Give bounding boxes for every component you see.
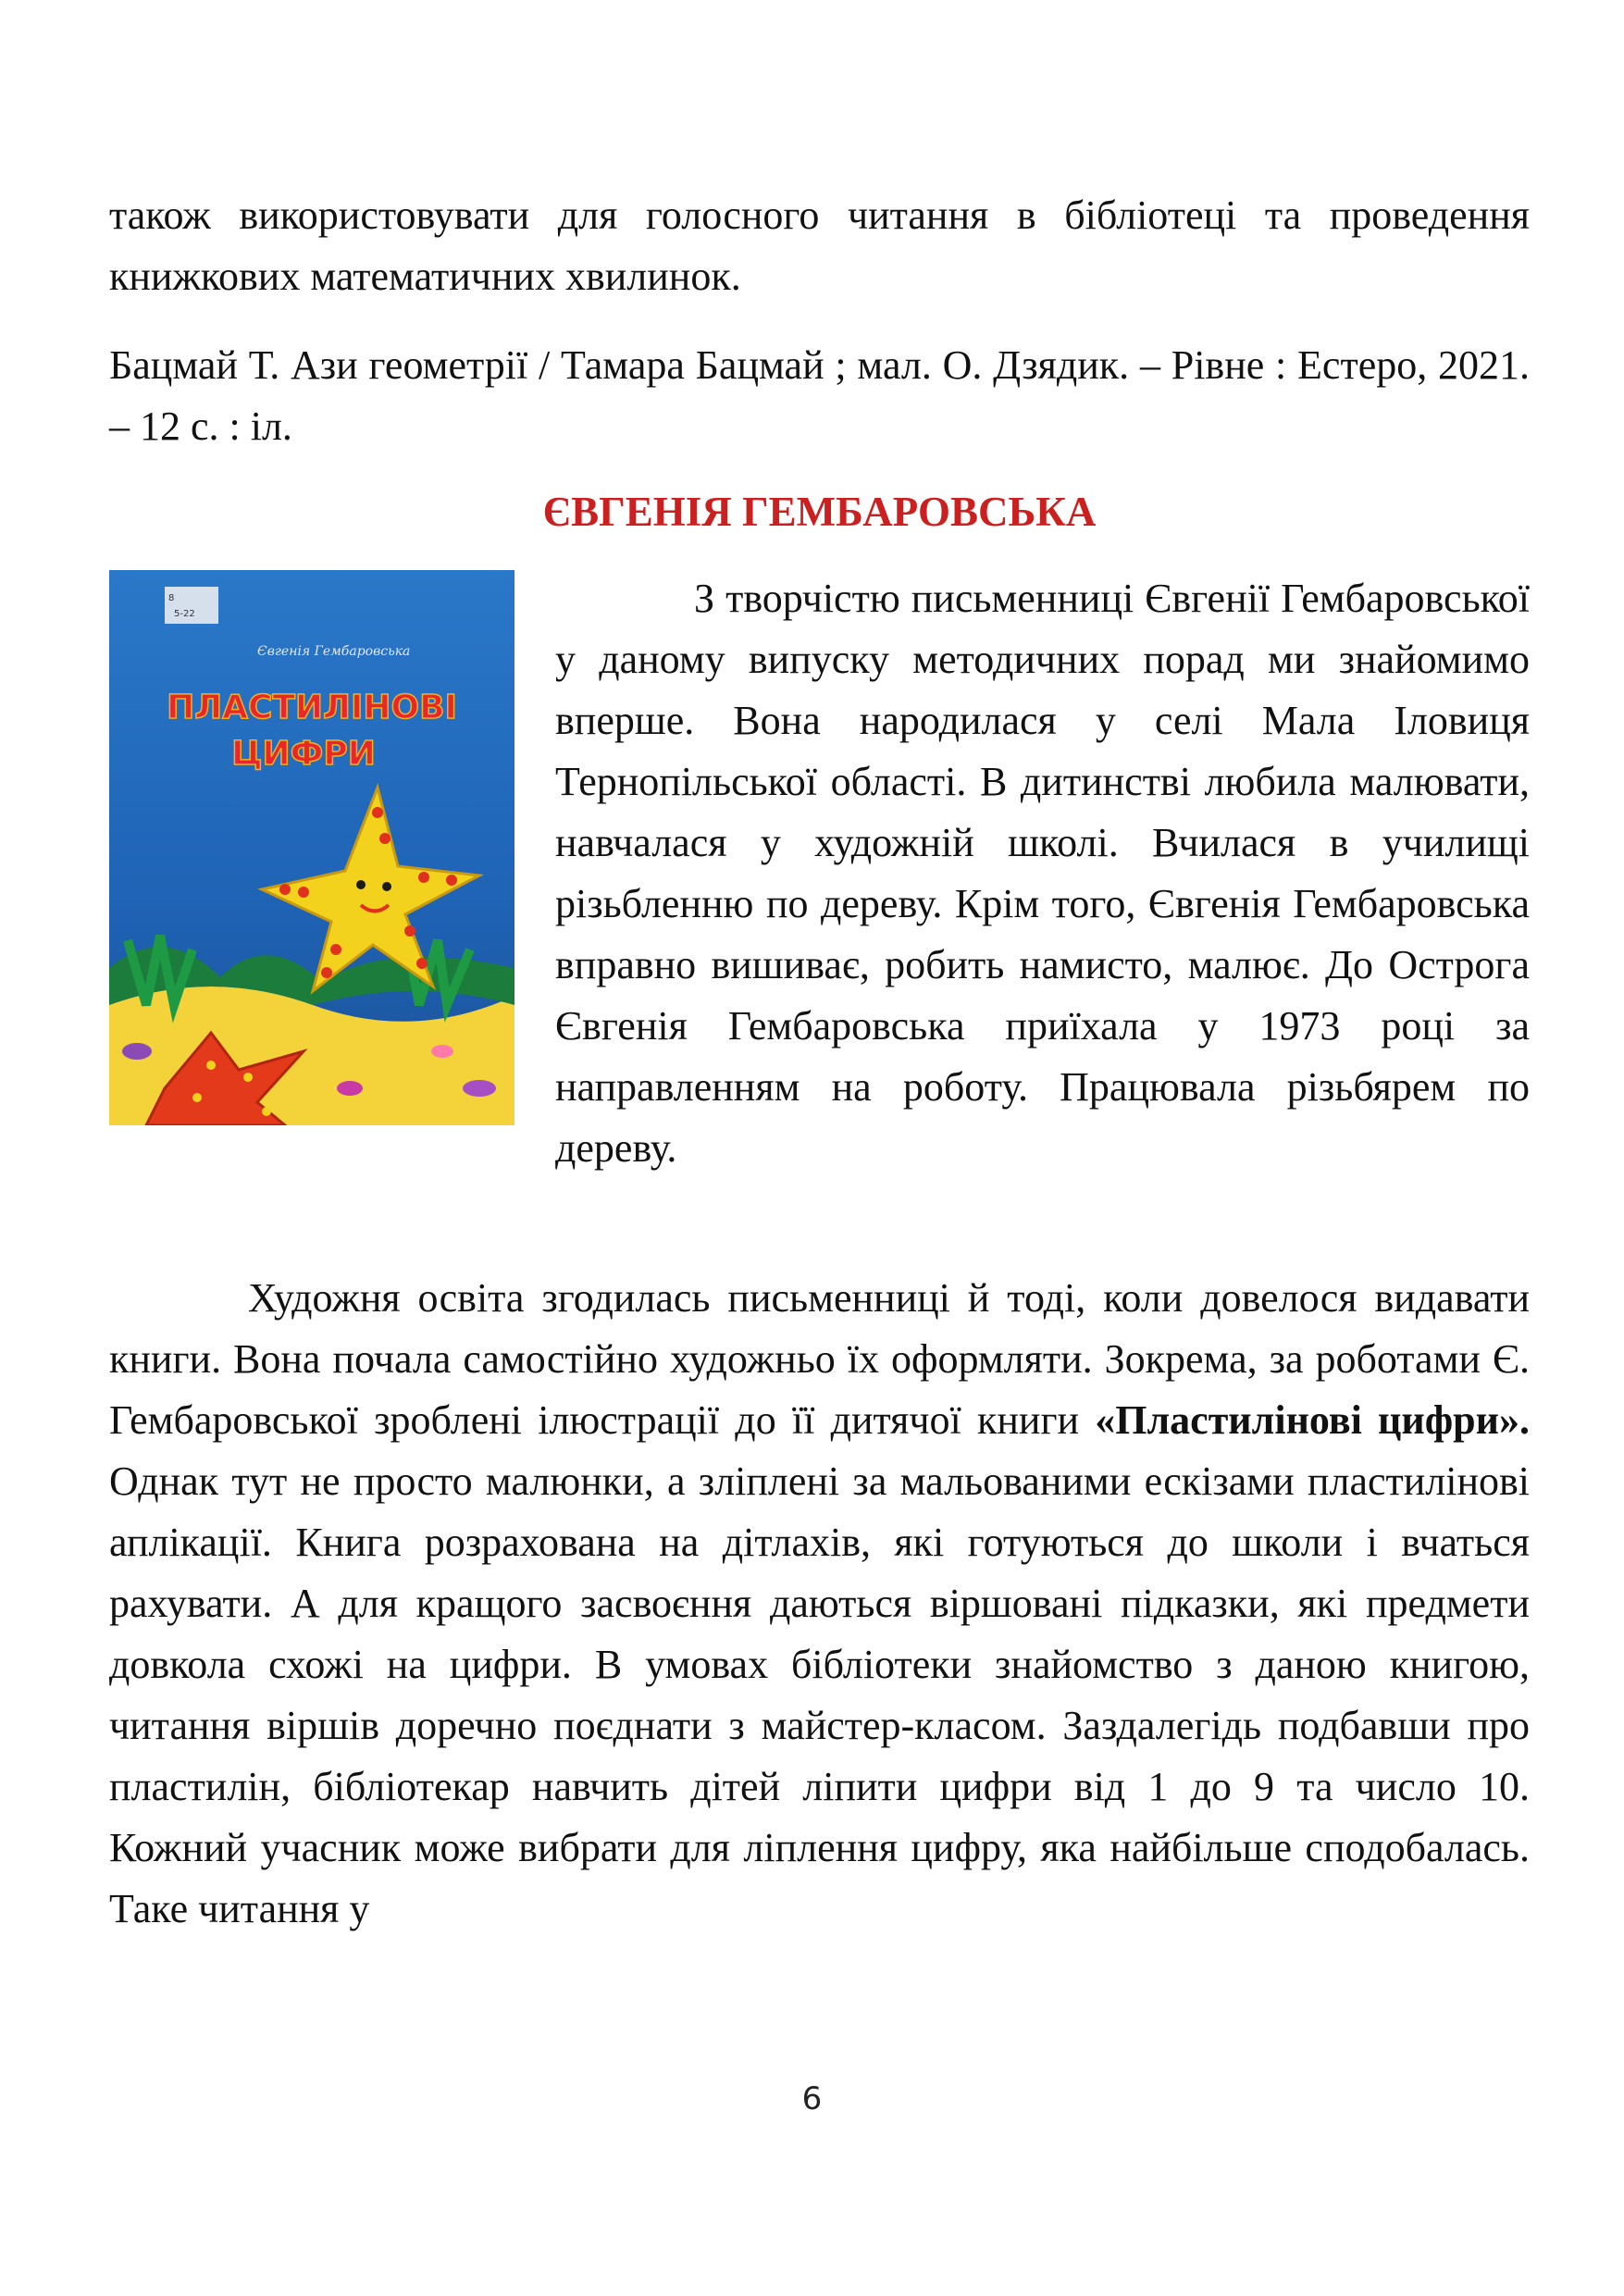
cover-title-line2: ЦИФРИ [231,735,376,773]
page-number: 6 [801,2080,823,2117]
section-heading: ЄВГЕНІЯ ГЕМБАРОВСЬКА [542,489,1097,535]
paragraph-part-before: Художня освіта згодилась письменниці й тоді, коли довелося видавати книги. Вона почала самостійно художньо їх оформляти. Зокрема, за роботами Є. Гембаровської зроблені ілюстрації до її дитячої книги [109,1275,1530,1443]
book-cover-image [109,570,514,1125]
paragraph-part-after: Однак тут не просто малюнки, а зліплені за мальованими ескізами пластилінові аплікації. Книга розрахована на дітлахів, які готуються до школи і вчаться рахувати. А для кращого засвоєння даються віршовані підказки, які предмети довкола схожі на цифри. В умовах бібліотеки знайомство з даною книгою, читання віршів доречно поєднати з майстер-класом. Заздалегідь подбавши про пластилін, бібліотекар навчить дітей ліпити цифри від 1 до 9 та число 10. Кожний учасник може вибрати для ліплення цифру, яка найбільше сподобалась. Таке читання у [109,1458,1530,1931]
cover-title-line1: ПЛАСТИЛІНОВІ [167,689,457,726]
cover-author: Євгенія Гембаровська [257,644,411,659]
book-title-bold: «Пластилінові цифри». [1095,1397,1530,1443]
author-bio-text: З творчістю письменниці Євгенії Гембаровської у даному випуску методичних порад ми знайомимо вперше. Вона народилася у селі Мала Іловиця Тернопільської області. В дитинстві любила малювати, навчалася у художній школі. Вчилася в училищі різьбленню по дереву. Крім того, Євгенія Гембаровська вправно вишиває, робить намисто, малює. До Острога Євгенія Гембаровська приїхала у 1973 році за направленням на роботу. Працювала різьбярем по дереву. [555,576,1530,1171]
bibliographic-citation: Бацмай Т. Ази геометрії / Тамара Бацмай ; мал. О. Дзядик. – Рівне : Естеро, 2021. – 12 с. : іл. [109,342,1530,449]
paragraph-intro-continuation: також використовувати для голосного читання в бібліотеці та проведення книжкових математичних хвилинок. [109,192,1530,299]
author-bio-block [109,568,1530,1179]
book-cover-illustration [109,570,514,1125]
svg-text:5-22: 5-22 [174,609,195,619]
cover-sticker: 8 [168,593,175,603]
paragraph-book-description [109,1268,1530,1940]
